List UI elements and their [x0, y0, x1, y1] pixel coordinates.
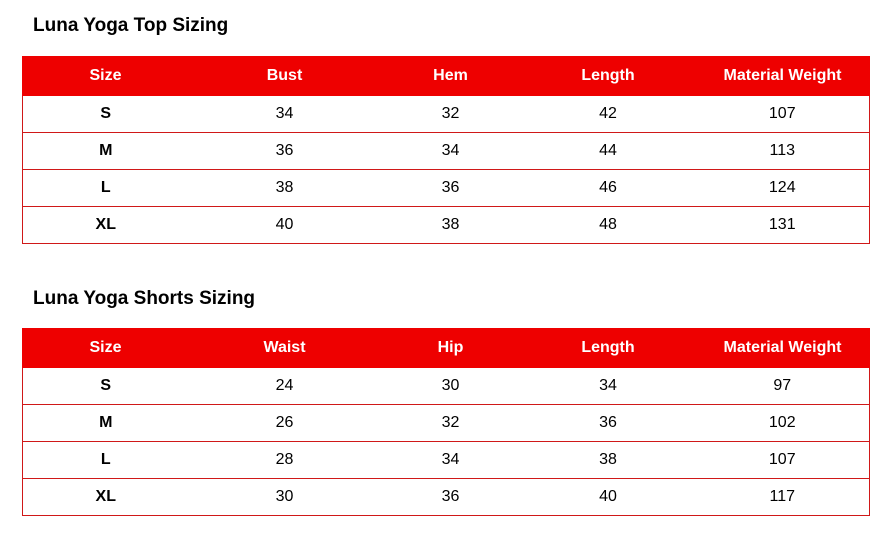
header-hip: Hip [381, 329, 521, 368]
size-cell: M [23, 405, 189, 442]
hip-cell: 30 [381, 368, 521, 405]
length-cell: 38 [521, 442, 696, 479]
table-row [23, 133, 870, 170]
bust-cell: 34 [189, 96, 381, 133]
hip-cell: 36 [381, 479, 521, 516]
header-size: Size [23, 329, 189, 368]
waist-cell: 28 [189, 442, 381, 479]
material-weight-cell: 107 [696, 442, 870, 479]
waist-cell: 24 [189, 368, 381, 405]
header-material-weight: Material Weight [696, 57, 870, 96]
table-row [23, 442, 870, 479]
hem-cell: 36 [381, 170, 521, 207]
table-row [23, 405, 870, 442]
table-row [23, 170, 870, 207]
length-cell: 42 [521, 96, 696, 133]
top-sizing-table [22, 56, 870, 244]
table-row [23, 207, 870, 244]
size-cell: S [23, 96, 189, 133]
hem-cell: 38 [381, 207, 521, 244]
header-hem: Hem [381, 57, 521, 96]
table-row [23, 479, 870, 516]
length-cell: 44 [521, 133, 696, 170]
material-weight-cell: 107 [696, 96, 870, 133]
size-cell: XL [23, 207, 189, 244]
size-cell: L [23, 442, 189, 479]
waist-cell: 26 [189, 405, 381, 442]
bust-cell: 36 [189, 133, 381, 170]
material-weight-cell: 117 [696, 479, 870, 516]
hem-cell: 34 [381, 133, 521, 170]
material-weight-cell: 97 [696, 368, 870, 405]
header-size: Size [23, 57, 189, 96]
header-waist: Waist [189, 329, 381, 368]
length-cell: 46 [521, 170, 696, 207]
header-length: Length [521, 329, 696, 368]
hip-cell: 32 [381, 405, 521, 442]
shorts-sizing-table [22, 328, 870, 516]
length-cell: 36 [521, 405, 696, 442]
material-weight-cell: 131 [696, 207, 870, 244]
hip-cell: 34 [381, 442, 521, 479]
size-cell: L [23, 170, 189, 207]
length-cell: 40 [521, 479, 696, 516]
header-row [23, 329, 870, 368]
bust-cell: 40 [189, 207, 381, 244]
header-row [23, 57, 870, 96]
header-bust: Bust [189, 57, 381, 96]
shorts-sizing-title: Luna Yoga Shorts Sizing [33, 288, 256, 309]
size-cell: XL [23, 479, 189, 516]
table-row [23, 96, 870, 133]
table-row [23, 368, 870, 405]
hem-cell: 32 [381, 96, 521, 133]
waist-cell: 30 [189, 479, 381, 516]
length-cell: 48 [521, 207, 696, 244]
material-weight-cell: 124 [696, 170, 870, 207]
header-length: Length [521, 57, 696, 96]
top-sizing-title: Luna Yoga Top Sizing [33, 15, 229, 36]
length-cell: 34 [521, 368, 696, 405]
size-cell: S [23, 368, 189, 405]
material-weight-cell: 102 [696, 405, 870, 442]
bust-cell: 38 [189, 170, 381, 207]
material-weight-cell: 113 [696, 133, 870, 170]
size-cell: M [23, 133, 189, 170]
header-material-weight: Material Weight [696, 329, 870, 368]
